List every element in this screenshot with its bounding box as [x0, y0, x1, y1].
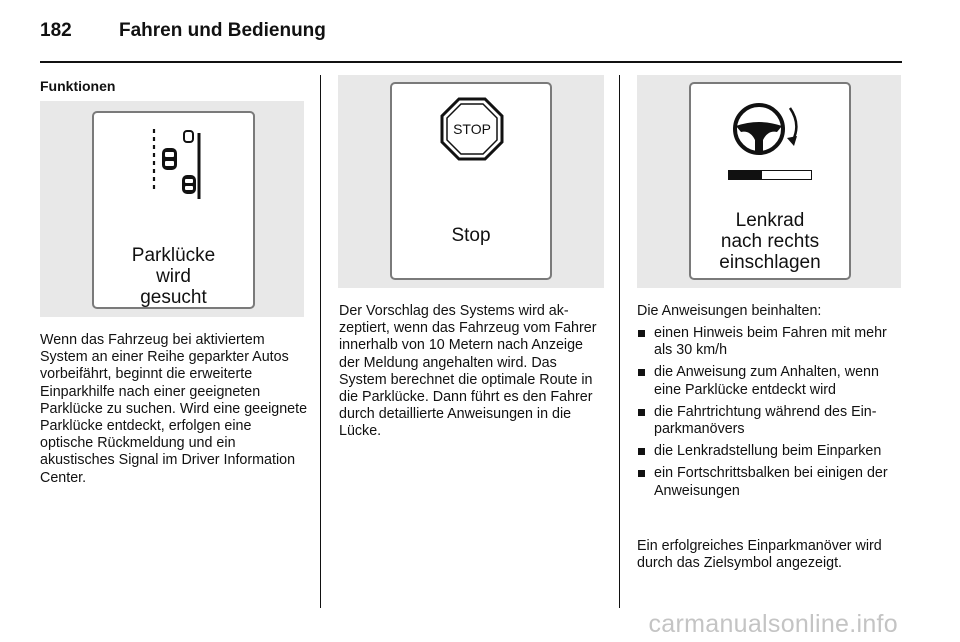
column-divider-1 — [320, 75, 321, 608]
steering-wheel-icon — [727, 96, 807, 162]
list-item — [637, 404, 903, 438]
page-title: Fahren und Bedienung — [119, 20, 326, 41]
progress-fill — [729, 171, 762, 179]
progress-bar — [728, 170, 812, 180]
bullet-icon — [638, 448, 645, 455]
list-intro: Die Anweisungen beinhalten: — [637, 303, 822, 319]
instruction-list — [637, 325, 903, 505]
bullet-icon — [638, 330, 645, 337]
header-rule — [40, 61, 902, 63]
page-number: 182 — [40, 20, 72, 41]
display-panel — [689, 82, 851, 280]
list-item-text: die Anweisung zum Anhalten, wenn eine Parklücke entdeckt wird — [654, 364, 879, 398]
list-item-text: die Fahrtrichtung während des Einparkmanövers — [654, 403, 877, 438]
list-item-text: die Lenkradstellung beim Einparken — [654, 443, 882, 460]
paragraph-functions: Wenn das Fahrzeug bei aktiviertem System an einer Reihe geparkter Autos vorbeifährt, beginnt die erweiterte Einparkhilfe nach einer geeigneten Parklücke zu suchen. Wird eine geeignete Parklücke entdeckt, erfolgen eine optische Rückmeldung und ein akustisches Signal im Driver Information Center. — [40, 332, 308, 486]
display-message — [691, 210, 849, 273]
list-item — [637, 465, 903, 499]
figure-stop — [338, 75, 604, 288]
display-message — [94, 245, 253, 308]
section-heading: Funktionen — [40, 78, 116, 94]
bullet-icon — [638, 369, 645, 376]
list-item — [637, 443, 903, 460]
stop-sign-icon — [440, 97, 504, 161]
page-header — [40, 18, 902, 48]
figure-steering — [637, 75, 901, 288]
bullet-icon — [638, 409, 645, 416]
figure-parking-search — [40, 101, 304, 317]
watermark: carmanualsonline.info — [648, 610, 898, 638]
display-line-3: gesucht — [140, 287, 207, 308]
paragraph-acceptance: Der Vorschlag des Systems wird akzeptiert, wenn das Fahrzeug vom Fahrer innerhalb von 10 Metern nach Anzeige der Meldung angehalten wird. Das System berechnet die optimale Route in die Parklücke. Dann führt es den Fahrer durch detaillierte Anweisungen in die Lücke. — [339, 303, 597, 440]
display-line-1: Parklücke — [131, 245, 216, 266]
display-message: Stop — [451, 225, 491, 246]
list-item-text: ein Fortschrittsbalken bei einigen der Anweisungen — [654, 465, 888, 499]
display-panel — [390, 82, 552, 280]
display-line-2: nach rechts — [720, 231, 820, 252]
paragraph-success: Ein erfolgreiches Einparkmanöver wird durch das Zielsymbol angezeigt. — [637, 538, 882, 572]
stop-sign-text: STOP — [453, 121, 491, 137]
display-line-3: einschlagen — [719, 252, 821, 273]
list-item — [637, 364, 903, 398]
list-item — [637, 325, 903, 359]
column-divider-2 — [619, 75, 620, 608]
display-panel — [92, 111, 255, 309]
display-line-2: wird — [156, 266, 191, 287]
list-item-text: einen Hinweis beim Fahren mit mehr als 30 km/h — [654, 325, 887, 359]
parking-scan-icon — [134, 123, 214, 203]
bullet-icon — [638, 470, 645, 477]
display-line-1: Lenkrad — [735, 210, 805, 231]
